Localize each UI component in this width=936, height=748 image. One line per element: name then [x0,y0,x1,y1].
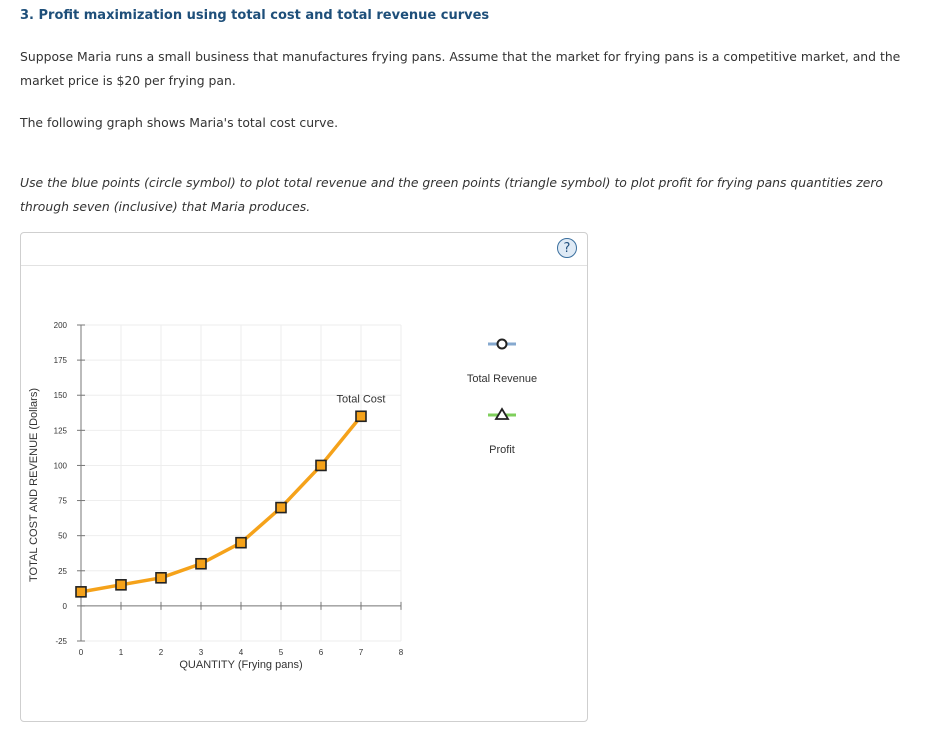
total-cost-point[interactable] [276,503,286,513]
x-tick-label: 2 [158,648,164,657]
x-axis-title: QUANTITY (Frying pans) [179,659,303,671]
x-tick-label: 5 [278,648,284,657]
total-cost-label: Total Cost [336,393,386,406]
question-title: 3. Profit maximization using total cost and total revenue curves [20,8,490,23]
y-tick-label: 25 [58,566,67,576]
question-paragraph: Suppose Maria runs a small business that manufactures frying pans. Assume that the market for frying pans is a competitive market, and the market price is $20 per frying pan. [20,49,901,88]
y-tick-label: 100 [53,461,67,471]
y-axis-title: TOTAL COST AND REVENUE (Dollars) [28,388,40,582]
x-tick-label: 0 [78,648,84,657]
total-cost-point[interactable] [116,580,126,590]
total-cost-point[interactable] [156,573,166,583]
chart-svg [21,233,587,721]
total-cost-line [81,416,361,592]
y-tick-label: 175 [53,356,67,366]
total-cost-point[interactable] [356,411,366,421]
total-revenue-circle-tool[interactable] [498,340,507,349]
total-cost-point[interactable] [316,460,326,470]
help-icon[interactable]: ? [557,238,577,258]
y-tick-label: 150 [53,391,67,401]
y-tick-label: 75 [58,496,67,506]
x-tick-label: 6 [318,648,324,657]
instruction-text: Use the blue points (circle symbol) to plot total revenue and the green points (triangle symbol) to plot profit for frying pans quantities zero through seven (inclusive) that Maria produces. [20,175,884,214]
x-tick-label: 1 [118,648,124,657]
total-cost-point[interactable] [76,587,86,597]
total-revenue-tool-label: Total Revenue [466,373,538,385]
y-tick-label: 200 [53,321,67,330]
x-tick-label: 4 [238,648,244,657]
graph-intro-text: The following graph shows Maria's total cost curve. [20,115,339,130]
y-tick-label: 125 [53,426,67,436]
y-tick-label: 50 [58,531,67,541]
y-tick-label: 0 [62,601,67,611]
x-tick-label: 8 [398,648,404,657]
total-cost-point[interactable] [196,559,206,569]
total-cost-point[interactable] [236,538,246,548]
x-tick-label: 7 [358,648,364,657]
graph-panel [20,232,588,722]
x-tick-label: 3 [198,648,204,657]
y-tick-label: -25 [55,637,67,646]
profit-tool-label: Profit [489,444,515,456]
